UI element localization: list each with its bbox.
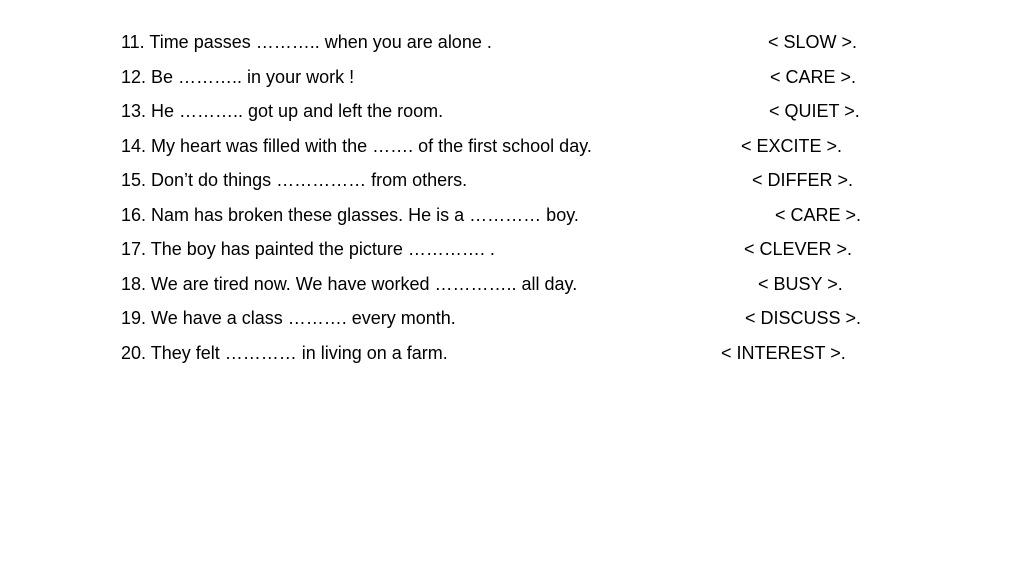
word-form-prompt: < QUIET >. [769, 101, 860, 121]
exercise-sentence: 20. They felt ………… in living on a farm. [121, 343, 448, 363]
word-form-prompt: < EXCITE >. [741, 136, 843, 156]
exercise-sentence: 17. The boy has painted the picture …………. . [121, 239, 495, 259]
word-form-prompt: < DIFFER >. [752, 170, 854, 190]
exercise-sentence: 18. We are tired now. We have worked ………….. all day. [121, 274, 578, 294]
exercise-sentence: 16. Nam has broken these glasses. He is a ………… boy. [121, 205, 579, 225]
exercise-sentence: 14. My heart was filled with the ……. of the first school day. [121, 136, 592, 156]
word-form-prompt: < CARE >. [770, 67, 857, 87]
exercise-line [0, 29, 1024, 55]
word-form-prompt: < CARE >. [775, 205, 862, 225]
exercise-line [0, 98, 1024, 124]
exercise-line [0, 305, 1024, 331]
exercise-line [0, 167, 1024, 193]
exercise-line [0, 133, 1024, 159]
exercise-sentence: 19. We have a class ………. every month. [121, 308, 456, 328]
exercise-sentence: 11. Time passes ……….. when you are alone . [121, 32, 492, 52]
word-form-prompt: < DISCUSS >. [745, 308, 862, 328]
exercise-sentence: 15. Don’t do things …………… from others. [121, 170, 468, 190]
exercise-line [0, 236, 1024, 262]
exercise-line [0, 202, 1024, 228]
word-form-prompt: < INTEREST >. [721, 343, 846, 363]
word-form-prompt: < BUSY >. [758, 274, 843, 294]
exercise-sentence: 12. Be ……….. in your work ! [121, 67, 355, 87]
exercise-line [0, 340, 1024, 366]
word-form-prompt: < CLEVER >. [744, 239, 853, 259]
exercise-sentence: 13. He ……….. got up and left the room. [121, 101, 444, 121]
exercise-line [0, 271, 1024, 297]
exercise-line [0, 64, 1024, 90]
word-form-prompt: < SLOW >. [768, 32, 858, 52]
